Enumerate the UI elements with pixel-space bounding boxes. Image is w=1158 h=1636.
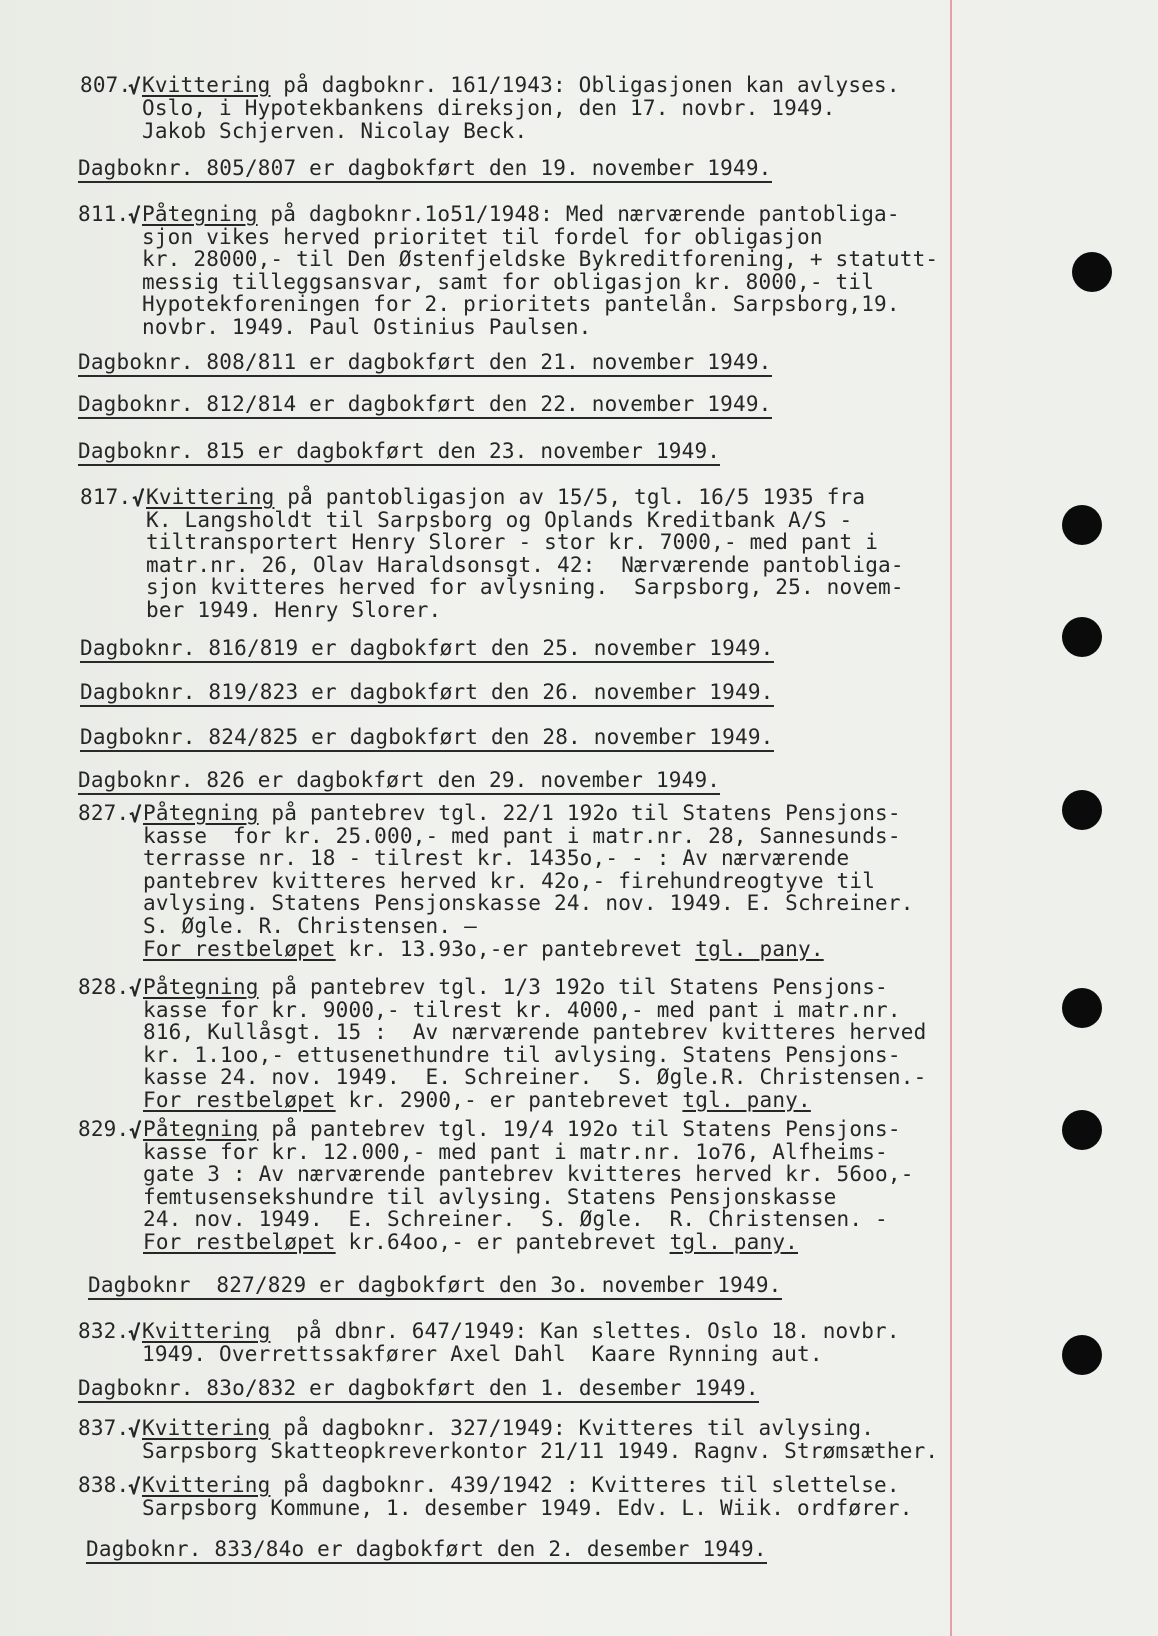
dagbok-record-line: Dagboknr. 812/814 er dagbokført den 22. november 1949. (78, 393, 772, 419)
entry-text: K. Langsholdt til Sarpsborg og Oplands Kreditbank A/S - (146, 507, 853, 532)
entry-text-line (142, 1343, 823, 1365)
entry-number: 817. (80, 485, 132, 509)
entry-text-line (142, 74, 900, 96)
check-mark: √ (128, 1475, 141, 1499)
restbelop-text: kr. 2900,- er pantebrevet (335, 1087, 683, 1112)
entry-text: kasse 24. nov. 1949. E. Schreiner. S. Øgle.R. Christensen.- (143, 1065, 927, 1089)
entry-text: på pantebrev tgl. 1/3 192o til Statens Pensjons- (258, 975, 888, 999)
check-mark: √ (128, 204, 141, 228)
dagbok-record-line: Dagboknr. 83o/832 er dagbokført den 1. desember 1949. (78, 1377, 759, 1403)
entry-text: kasse for kr. 25.000,- med pant i matr.nr. 28, Sannesunds- (143, 823, 901, 848)
entry-text: 816, Kullåsgt. 15 : Av nærværende pantebrev kvitteres herved (143, 1020, 927, 1044)
entry-text-line (142, 1474, 900, 1496)
entry-text: på dagboknr.1o51/1948: Med nærværende pantobliga- (257, 202, 900, 226)
entry-text-line (142, 248, 938, 270)
entry-text: på dagboknr. 439/1942 : Kvitteres til slettelse. (270, 1473, 900, 1497)
entry-text-line (142, 1320, 900, 1342)
restbelop-text: kr. 13.93o,-er pantebrevet (335, 936, 696, 961)
entry-text: Hypotekforeningen for 2. prioritets pantelån. Sarpsborg,19. (142, 292, 900, 316)
entry-text: kr. 1.1oo,- ettusenethundre til avlysing. Statens Pensjons- (143, 1042, 901, 1067)
entry-text-line (146, 554, 904, 576)
entry-text: Jakob Schjerven. Nicolay Beck. (142, 119, 528, 143)
entry-text-line (146, 599, 441, 621)
entry-number: 832. (78, 1319, 130, 1343)
restbelop-text: kr.64oo,- er pantebrevet (335, 1229, 670, 1254)
entry-heading: Kvittering (142, 1319, 271, 1343)
punch-hole (1062, 790, 1102, 830)
entry-text: Sarpsborg Skatteopkreverkontor 21/11 1949. Ragnv. Strømsæther. (142, 1439, 939, 1463)
entry-heading: Påtegning (143, 801, 259, 825)
tgl-pany: tgl. pany. (695, 936, 824, 961)
entry-text-line (143, 1066, 926, 1088)
check-mark: √ (128, 1418, 141, 1442)
entry-heading: Påtegning (142, 202, 258, 226)
punch-hole (1062, 505, 1102, 545)
entry-text-line (143, 1021, 926, 1043)
dagbok-record-line: Dagboknr 827/829 er dagbokført den 3o. november 1949. (88, 1274, 782, 1300)
entry-text: 24. nov. 1949. E. Schreiner. S. Øgle. R. Christensen. - (143, 1207, 888, 1231)
entry-number: 828. (78, 975, 130, 999)
entry-text: matr.nr. 26, Olav Haraldsonsgt. 42: Nærværende pantobliga- (146, 552, 904, 577)
entry-text-line (142, 1440, 938, 1462)
entry-text: novbr. 1949. Paul Ostinius Paulsen. (142, 314, 592, 339)
dagbok-record-line: Dagboknr. 816/819 er dagbokført den 25. november 1949. (80, 637, 774, 663)
entry-number: 838. (78, 1473, 130, 1497)
entry-text-line (143, 1231, 798, 1253)
entry-text: kr. 28000,- til Den Østenfjeldske Bykreditforening, + statutt- (142, 247, 939, 271)
check-mark: √ (128, 75, 141, 99)
punch-hole (1072, 252, 1112, 292)
entry-text-line (143, 892, 914, 914)
entry-text: sjon kvitteres herved for avlysning. Sarpsborg, 25. novem- (146, 575, 904, 599)
entry-text-line (146, 531, 878, 553)
entry-text: terrasse nr. 18 - tilrest kr. 1435o,- - : Av nærværende (143, 846, 850, 871)
check-mark: √ (129, 1119, 142, 1143)
entry-number: 837. (78, 1416, 130, 1440)
entry-text: Oslo, i Hypotekbankens direksjon, den 17. novbr. 1949. (142, 96, 836, 120)
entry-heading: Kvittering (146, 485, 275, 509)
entry-number: 827. (78, 801, 130, 825)
restbelop-label: For restbeløpet (143, 1087, 336, 1112)
entry-heading: Kvittering (142, 1416, 271, 1440)
punch-hole (1062, 1110, 1102, 1150)
entry-text-line (146, 486, 865, 508)
check-mark: √ (129, 803, 142, 827)
entry-text: sjon vikes herved prioritet til fordel for obligasjon (142, 224, 823, 249)
entry-text-line (146, 509, 852, 531)
entry-text-line (143, 825, 901, 847)
entry-text-line (143, 1141, 888, 1163)
entry-text-line (142, 316, 592, 338)
punch-hole (1062, 988, 1102, 1028)
entry-text-line (143, 1208, 888, 1230)
entry-text-line (142, 97, 836, 119)
check-mark: √ (129, 977, 142, 1001)
entry-text: femtusensekshundre til avlysing. Statens Pensjonskasse (143, 1184, 837, 1209)
entry-text-line (143, 999, 901, 1021)
entry-text: på pantebrev tgl. 22/1 192o til Statens Pensjons- (258, 801, 901, 825)
entry-text-line (143, 1044, 901, 1066)
entry-text: gate 3 : Av nærværende pantebrev kvitteres herved kr. 56oo,- (143, 1162, 914, 1186)
dagbok-record-line: Dagboknr. 833/84o er dagbokført den 2. desember 1949. (86, 1538, 767, 1564)
entry-text: på pantobligasjon av 15/5, tgl. 16/5 1935 fra (274, 485, 866, 509)
entry-text: kasse for kr. 9000,- tilrest kr. 4000,- med pant i matr.nr. (143, 997, 901, 1022)
check-mark: √ (132, 487, 145, 511)
dagbok-record-line: Dagboknr. 824/825 er dagbokført den 28. november 1949. (80, 726, 774, 752)
restbelop-label: For restbeløpet (143, 1229, 336, 1254)
entry-text-line (142, 226, 823, 248)
entry-heading: Påtegning (143, 975, 259, 999)
tgl-pany: tgl. pany. (669, 1229, 799, 1254)
entry-text-line (143, 870, 875, 892)
entry-text: Sarpsborg Kommune, 1. desember 1949. Edv. L. Wiik. ordfører. (142, 1496, 913, 1520)
entry-number: 829. (78, 1117, 130, 1141)
entry-text-line (143, 847, 849, 869)
entry-text: pantebrev kvitteres herved kr. 42o,- firehundreogtyve til (143, 868, 876, 893)
restbelop-label: For restbeløpet (143, 936, 336, 961)
entry-text: på pantebrev tgl. 19/4 192o til Statens Pensjons- (258, 1117, 901, 1141)
entry-text: kasse for kr. 12.000,- med pant i matr.nr. 1o76, Alfheims- (143, 1139, 888, 1164)
entry-text: 1949. Overrettssakfører Axel Dahl Kaare Rynning aut. (142, 1342, 823, 1366)
dagbok-record-line: Dagboknr. 826 er dagbokført den 29. november 1949. (78, 769, 720, 795)
entry-text-line (146, 576, 904, 598)
entry-heading: Kvittering (142, 1473, 271, 1497)
entry-text: tiltransportert Henry Slorer - stor kr. 7000,- med pant i (146, 530, 879, 554)
check-mark: √ (128, 1321, 141, 1345)
entry-text-line (142, 1497, 913, 1519)
entry-text-line (143, 915, 477, 937)
entry-text-line (142, 293, 900, 315)
entry-text-line (142, 120, 527, 142)
entry-text: messig tilleggsansvar, samt for obligasjon kr. 8000,- til (142, 269, 875, 294)
entry-heading: Kvittering (142, 73, 271, 97)
dagbok-record-line: Dagboknr. 815 er dagbokført den 23. november 1949. (78, 440, 720, 466)
entry-text-line (143, 802, 901, 824)
entry-text: avlysing. Statens Pensjonskasse 24. nov. 1949. E. Schreiner. (143, 891, 914, 916)
entry-text-line (142, 203, 900, 225)
entry-text: på dagboknr. 327/1949: Kvitteres til avlysing. (270, 1416, 875, 1440)
margin-line (950, 0, 952, 1636)
entry-text: S. Øgle. R. Christensen. — (143, 914, 477, 938)
entry-text: ber 1949. Henry Slorer. (146, 597, 442, 622)
entry-text-line (143, 938, 824, 960)
punch-hole (1062, 617, 1102, 657)
entry-text-line (143, 976, 888, 998)
entry-text-line (143, 1118, 901, 1140)
dagbok-record-line: Dagboknr. 805/807 er dagbokført den 19. november 1949. (78, 157, 772, 183)
tgl-pany: tgl. pany. (682, 1087, 811, 1112)
entry-text-line (143, 1186, 837, 1208)
entry-text-line (143, 1089, 811, 1111)
entry-text: på dagboknr. 161/1943: Obligasjonen kan avlyses. (270, 73, 900, 97)
entry-text-line (142, 1417, 874, 1439)
dagbok-record-line: Dagboknr. 808/811 er dagbokført den 21. november 1949. (78, 351, 772, 377)
entry-text-line (143, 1163, 914, 1185)
entry-text: på dbnr. 647/1949: Kan slettes. Oslo 18. novbr. (270, 1319, 900, 1343)
entry-heading: Påtegning (143, 1117, 259, 1141)
dagbok-record-line: Dagboknr. 819/823 er dagbokført den 26. november 1949. (80, 681, 774, 707)
entry-text-line (142, 271, 874, 293)
entry-number: 811. (78, 202, 130, 226)
entry-number: 807. (80, 73, 132, 97)
punch-hole (1062, 1335, 1102, 1375)
